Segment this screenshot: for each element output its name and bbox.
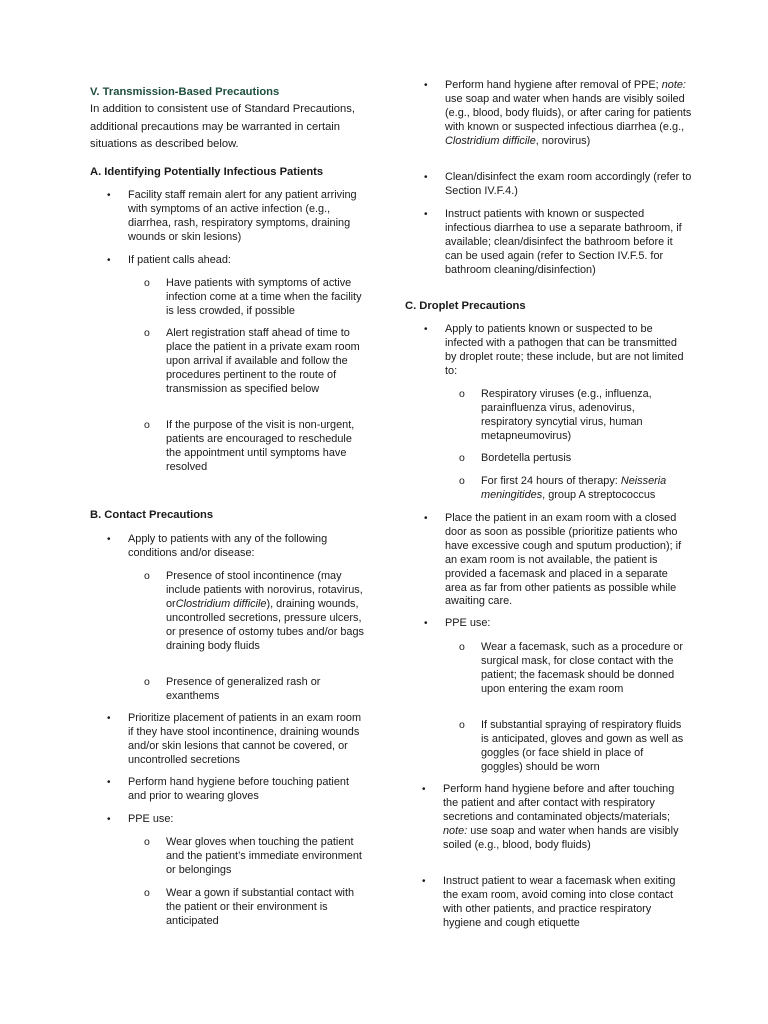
bullet-icon: • <box>107 814 111 825</box>
sub-list-item: o Wear gloves when touching the patient and the patient’s immediate environment or belongings <box>144 836 362 876</box>
list-item: • Facility staff remain alert for any patient arriving with symptoms of an active infection (e.g., diarrhea, rash, respiratory symptoms, draining wounds or skin lesions) <box>107 189 357 243</box>
sub-list-item: o Have patients with symptoms of active infection come at a time when the facility is less crowded, if possible <box>144 277 362 317</box>
sub-list-item: o Respiratory viruses (e.g., influenza, parainfluenza virus, adenovirus, respiratory syncytial virus, human metapneumovirus) <box>459 388 652 442</box>
sub-list-item: o Presence of stool incontinence (may include patients with norovirus, rotavirus, orClostridium difficile), draining wounds, uncontrolled secretions, pressure ulcers, or presence of ostomy tubes and/or bags draining body fluids <box>144 570 364 652</box>
sub-bullet-icon: o <box>144 277 150 289</box>
sub-bullet-icon: o <box>459 719 465 731</box>
sub-bullet-icon: o <box>144 419 150 431</box>
heading-b: B. Contact Precautions <box>90 509 214 521</box>
list-item: • Apply to patients known or suspected to be infected with a pathogen that can be transmitted by droplet route; these include, but are not limited to: <box>424 323 684 377</box>
bullet-icon: • <box>107 255 111 266</box>
bullet-icon: • <box>424 172 428 183</box>
bullet-icon: • <box>424 324 428 335</box>
bullet-icon: • <box>422 784 426 795</box>
list-item: • Place the patient in an exam room with a closed door as soon as possible (prioritize patients who have excessive cough and sputum production); if an exam room is not available, the patient is provided a facemask and placed in a separate area as far from other patients as possible while awaiting care. <box>424 512 682 608</box>
list-item: • Perform hand hygiene after removal of PPE; note: use soap and water when hands are visibly soiled (e.g., blood, body fluids), or after caring for patients with known or suspected infectious diarrhea (e.g., Clostridium difficile, norovirus) <box>424 79 692 147</box>
bullet-icon: • <box>107 713 111 724</box>
list-item: • Perform hand hygiene before touching patient and prior to wearing gloves <box>107 776 349 802</box>
sub-list-item: o Presence of generalized rash or exanthems <box>144 676 321 702</box>
sub-list-item: o Alert registration staff ahead of time to place the patient in a private exam room upon arrival if available and follow the procedures pertinent to the route of transmission as specified below <box>144 327 360 395</box>
list-item: • Apply to patients with any of the following conditions and/or disease: <box>107 533 328 559</box>
section-title: V. Transmission-Based Precautions <box>90 86 280 98</box>
bullet-icon: • <box>107 534 111 545</box>
sub-bullet-icon: o <box>144 676 150 688</box>
list-item: • Instruct patient to wear a facemask when exiting the exam room, avoid coming into close contact with other patients, and practice respiratory hygiene and cough etiquette <box>422 875 676 929</box>
list-item: • PPE use: <box>424 617 491 629</box>
list-item: • Clean/disinfect the exam room accordingly (refer to Section IV.F.4.) <box>424 171 692 197</box>
sub-bullet-icon: o <box>144 887 150 899</box>
bullet-icon: • <box>424 209 428 220</box>
sub-list-item: o Wear a facemask, such as a procedure or surgical mask, for close contact with the patient; the facemask should be donned upon entering the exam room <box>459 641 683 695</box>
sub-bullet-icon: o <box>144 836 150 848</box>
sub-bullet-icon: o <box>144 327 150 339</box>
sub-list-item: o If the purpose of the visit is non-urgent, patients are encouraged to reschedule the appointment until symptoms have resolved <box>144 419 355 473</box>
list-item: • Perform hand hygiene before and after touching the patient and after contact with respiratory secretions and contaminated objects/materials; note: use soap and water when hands are visibly soiled (e.g., blood, body fluids) <box>422 783 679 851</box>
sub-list-item: o Wear a gown if substantial contact with the patient or their environment is anticipated <box>144 887 355 927</box>
bullet-icon: • <box>107 190 111 201</box>
sub-list-item: o If substantial spraying of respiratory fluids is anticipated, gloves and gown as well as goggles (or face shield in place of goggles) should be worn <box>459 719 684 773</box>
sub-bullet-icon: o <box>459 388 465 400</box>
sub-bullet-icon: o <box>459 641 465 653</box>
bullet-icon: • <box>107 777 111 788</box>
sub-bullet-icon: o <box>459 475 465 487</box>
heading-c: C. Droplet Precautions <box>405 300 526 312</box>
heading-a: A. Identifying Potentially Infectious Patients <box>90 166 324 178</box>
sub-list-item: o Bordetella pertusis <box>459 452 572 464</box>
sub-list-item: o For first 24 hours of therapy: Neisseria meningitides, group A streptococcus <box>459 475 667 501</box>
list-item: • PPE use: <box>107 813 174 825</box>
sub-bullet-icon: o <box>144 570 150 582</box>
bullet-icon: • <box>424 618 428 629</box>
list-item: • If patient calls ahead: <box>107 254 231 266</box>
bullet-icon: • <box>424 513 428 524</box>
sub-bullet-icon: o <box>459 452 465 464</box>
intro-paragraph: In addition to consistent use of Standard Precautions, additional precautions may be warranted in certain situations as described below. <box>90 103 355 150</box>
bullet-icon: • <box>424 80 428 91</box>
list-item: • Instruct patients with known or suspected infectious diarrhea to use a separate bathroom, if available; clean/disinfect the bathroom before it can be used again (refer to Section IV.F.5. for bathroom cleaning/disinfection) <box>424 208 682 276</box>
bullet-icon: • <box>422 876 426 887</box>
list-item: • Prioritize placement of patients in an exam room if they have stool incontinence, draining wounds and/or skin lesions that cannot be covered, or uncontrolled secretions <box>107 712 362 766</box>
